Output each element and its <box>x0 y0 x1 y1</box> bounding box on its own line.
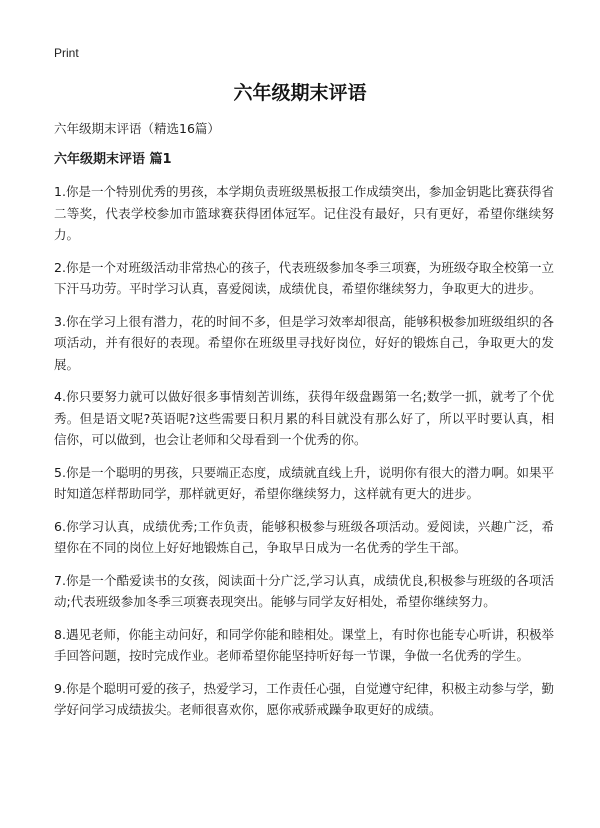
paragraph-6: 6.你学习认真，成绩优秀;工作负责，能够积极参与班级各项活动。爱阅读，兴趣广泛，希望你在不同的岗位上好好地锻炼自己，争取早日成为一名优秀的学生干部。 <box>54 518 554 555</box>
paragraph-9: 9.你是个聪明可爱的孩子，热爱学习，工作责任心强，自觉遵守纪律，积极主动参与学，勤学好问学习成绩拔尖。老师很喜欢你，愿你戒骄戒躁争取更好的成绩。 <box>54 680 554 717</box>
paragraph-4: 4.你只要努力就可以做好很多事情刻苦训练，获得年级盘踢第一名;数学一抓，就考了个优秀。但是语文呢?英语呢?这些需要日积月累的科目就没有那么好了，所以平时要认真，相信你，可以做到，也会让老师和父母看到一个优秀的你。 <box>54 389 554 447</box>
print-link[interactable]: Print <box>54 46 79 60</box>
document-body <box>54 120 554 732</box>
page-title: 六年级期末评语 <box>233 82 367 104</box>
paragraph-1: 1.你是一个特别优秀的男孩，本学期负责班级黑板报工作成绩突出，参加金钥匙比赛获得省二等奖，代表学校参加市篮球赛获得团体冠军。记住没有最好，只有更好，希望你继续努力。 <box>54 184 554 242</box>
paragraph-3: 3.你在学习上很有潜力，花的时间不多，但是学习效率却很高，能够积极参加班级组织的各项活动，并有很好的表现。希望你在班级里寻找好岗位，好好的锻炼自己，争取更大的发展。 <box>54 313 554 372</box>
paragraph-2: 2.你是一个对班级活动非常热心的孩子，代表班级参加冬季三项赛，为班级夺取全校第一立下汗马功劳。平时学习认真，喜爱阅读，成绩优良，希望你继续努力，争取更大的进步。 <box>54 259 554 296</box>
paragraph-5: 5.你是一个聪明的男孩，只要端正态度，成绩就直线上升，说明你有很大的潜力啊。如果平时知道怎样帮助同学，那样就更好，希望你继续努力，这样就有更大的进步。 <box>54 464 554 501</box>
paragraph-8: 8.遇见老师，你能主动问好，和同学你能和睦相处。课堂上，有时你也能专心听讲，积极举手回答问题，按时完成作业。老师希望你能坚持听好每一节课，争做一名优秀的学生。 <box>54 626 554 663</box>
document-subtitle: 六年级期末评语（精选16篇） <box>54 121 220 136</box>
section-heading: 六年级期末评语 篇1 <box>54 152 172 167</box>
paragraph-7: 7.你是一个酷爱读书的女孩，阅读面十分广泛,学习认真，成绩优良,积极参与班级的各项活动;代表班级参加冬季三项赛表现突出。能够与同学友好相处，希望你继续努力。 <box>54 572 554 609</box>
